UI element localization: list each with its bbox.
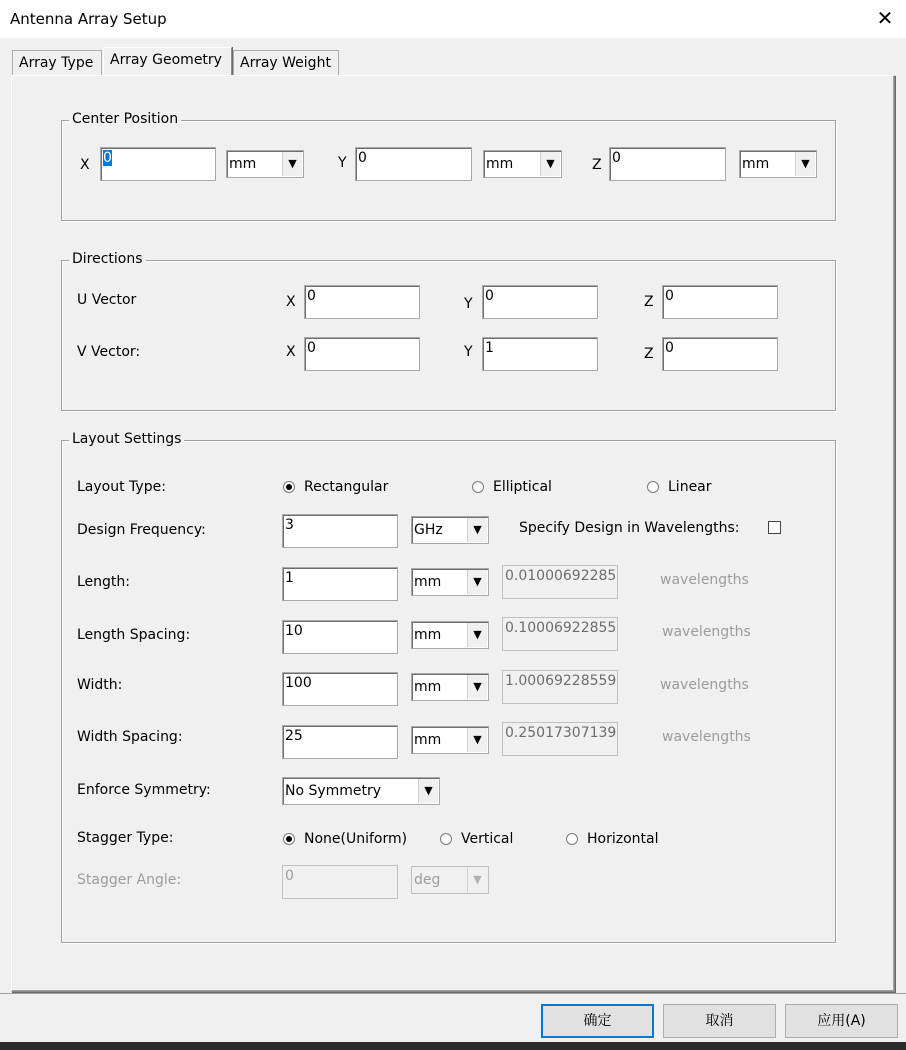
frequency-unit-select[interactable]: GHz ▼: [411, 516, 489, 544]
center-x-unit-select[interactable]: mm ▼: [226, 150, 304, 178]
chevron-down-icon: ▼: [467, 623, 487, 647]
width-spacing-input[interactable]: 25: [282, 725, 398, 759]
enforce-symmetry-select[interactable]: No Symmetry ▼: [282, 777, 440, 805]
taskbar-strip: [0, 1042, 906, 1050]
width-label: Width:: [77, 677, 123, 693]
length-input[interactable]: 1: [282, 567, 398, 601]
cancel-button[interactable]: 取消: [663, 1004, 776, 1038]
radio-horizontal[interactable]: [566, 833, 578, 845]
u-z-input[interactable]: 0: [662, 285, 778, 319]
u-x-input[interactable]: 0: [304, 285, 420, 319]
length-spacing-unit-select[interactable]: mm ▼: [411, 621, 489, 649]
chevron-down-icon: ▼: [540, 152, 560, 176]
chevron-down-icon: ▼: [467, 570, 487, 594]
center-y-input[interactable]: 0: [355, 147, 472, 181]
radio-vertical-label[interactable]: Vertical: [461, 831, 514, 847]
chevron-down-icon: ▼: [467, 728, 487, 752]
length-spacing-input[interactable]: 10: [282, 620, 398, 654]
length-spacing-wavelengths-unit: wavelengths: [662, 624, 751, 640]
center-position-legend: Center Position: [69, 111, 181, 127]
stagger-type-label: Stagger Type:: [77, 830, 174, 846]
radio-vertical[interactable]: [440, 833, 452, 845]
u-z-label: Z: [644, 294, 654, 310]
u-x-label: X: [286, 294, 296, 310]
radio-rectangular-label[interactable]: Rectangular: [304, 479, 389, 495]
center-y-label: Y: [338, 155, 347, 171]
width-wavelengths-value: 1.00069228559: [502, 670, 618, 704]
wavelengths-checkbox-label: Specify Design in Wavelengths:: [519, 520, 740, 536]
width-wavelengths-unit: wavelengths: [660, 677, 749, 693]
stagger-angle-label: Stagger Angle:: [77, 872, 182, 888]
wavelengths-checkbox[interactable]: [768, 521, 781, 534]
width-spacing-label: Width Spacing:: [77, 729, 183, 745]
chevron-down-icon: ▼: [467, 675, 487, 699]
center-x-input[interactable]: 0: [100, 147, 216, 181]
center-x-label: X: [80, 157, 90, 173]
length-spacing-label: Length Spacing:: [77, 627, 191, 643]
chevron-down-icon: ▼: [418, 779, 438, 803]
width-spacing-wavelengths-unit: wavelengths: [662, 729, 751, 745]
center-y-unit-select[interactable]: mm ▼: [483, 150, 562, 178]
v-y-input[interactable]: 1: [482, 337, 598, 371]
tab-array-geometry[interactable]: Array Geometry: [103, 47, 232, 76]
length-spacing-wavelengths-value: 0.10006922855: [502, 617, 618, 651]
v-x-label: X: [286, 344, 296, 360]
radio-elliptical-label[interactable]: Elliptical: [493, 479, 552, 495]
design-frequency-input[interactable]: 3: [282, 514, 398, 548]
radio-linear-label[interactable]: Linear: [668, 479, 712, 495]
length-wavelengths-value: 0.01000692285: [502, 565, 618, 599]
width-input[interactable]: 100: [282, 672, 398, 706]
directions-legend: Directions: [69, 251, 146, 267]
apply-button[interactable]: 应用(A): [785, 1004, 898, 1038]
v-z-input[interactable]: 0: [662, 337, 778, 371]
v-y-label: Y: [464, 344, 473, 360]
enforce-symmetry-label: Enforce Symmetry:: [77, 782, 211, 798]
footer-divider: [0, 993, 906, 994]
center-z-unit-select[interactable]: mm ▼: [739, 150, 817, 178]
v-z-label: Z: [644, 346, 654, 362]
length-wavelengths-unit: wavelengths: [660, 572, 749, 588]
stagger-angle-unit-select: deg ▼: [411, 866, 489, 894]
chevron-down-icon: ▼: [467, 518, 487, 542]
v-x-input[interactable]: 0: [304, 337, 420, 371]
chevron-down-icon: ▼: [282, 152, 302, 176]
ok-button[interactable]: 确定: [541, 1004, 654, 1038]
tab-array-weight[interactable]: Array Weight: [233, 50, 339, 76]
design-frequency-label: Design Frequency:: [77, 522, 206, 538]
layout-type-label: Layout Type:: [77, 479, 166, 495]
u-y-input[interactable]: 0: [482, 285, 598, 319]
close-icon[interactable]: ✕: [876, 6, 894, 30]
window-title: Antenna Array Setup: [10, 10, 167, 28]
center-z-input[interactable]: 0: [609, 147, 726, 181]
u-vector-label: U Vector: [77, 292, 137, 308]
width-spacing-unit-select[interactable]: mm ▼: [411, 726, 489, 754]
width-spacing-wavelengths-value: 0.25017307139: [502, 722, 618, 756]
width-unit-select[interactable]: mm ▼: [411, 673, 489, 701]
stagger-angle-input: 0: [282, 865, 398, 899]
radio-horizontal-label[interactable]: Horizontal: [587, 831, 659, 847]
chevron-down-icon: ▼: [795, 152, 815, 176]
center-z-label: Z: [592, 157, 602, 173]
v-vector-label: V Vector:: [77, 344, 141, 360]
length-label: Length:: [77, 574, 131, 590]
radio-elliptical[interactable]: [472, 481, 484, 493]
radio-none-uniform-label[interactable]: None(Uniform): [304, 831, 408, 847]
directions-group: [61, 260, 836, 411]
radio-none-uniform[interactable]: [283, 833, 295, 845]
u-y-label: Y: [464, 296, 473, 312]
radio-linear[interactable]: [647, 481, 659, 493]
chevron-down-icon: ▼: [467, 868, 487, 892]
tab-array-type[interactable]: Array Type: [12, 50, 102, 76]
length-unit-select[interactable]: mm ▼: [411, 568, 489, 596]
layout-settings-legend: Layout Settings: [69, 431, 184, 447]
radio-rectangular[interactable]: [283, 481, 295, 493]
